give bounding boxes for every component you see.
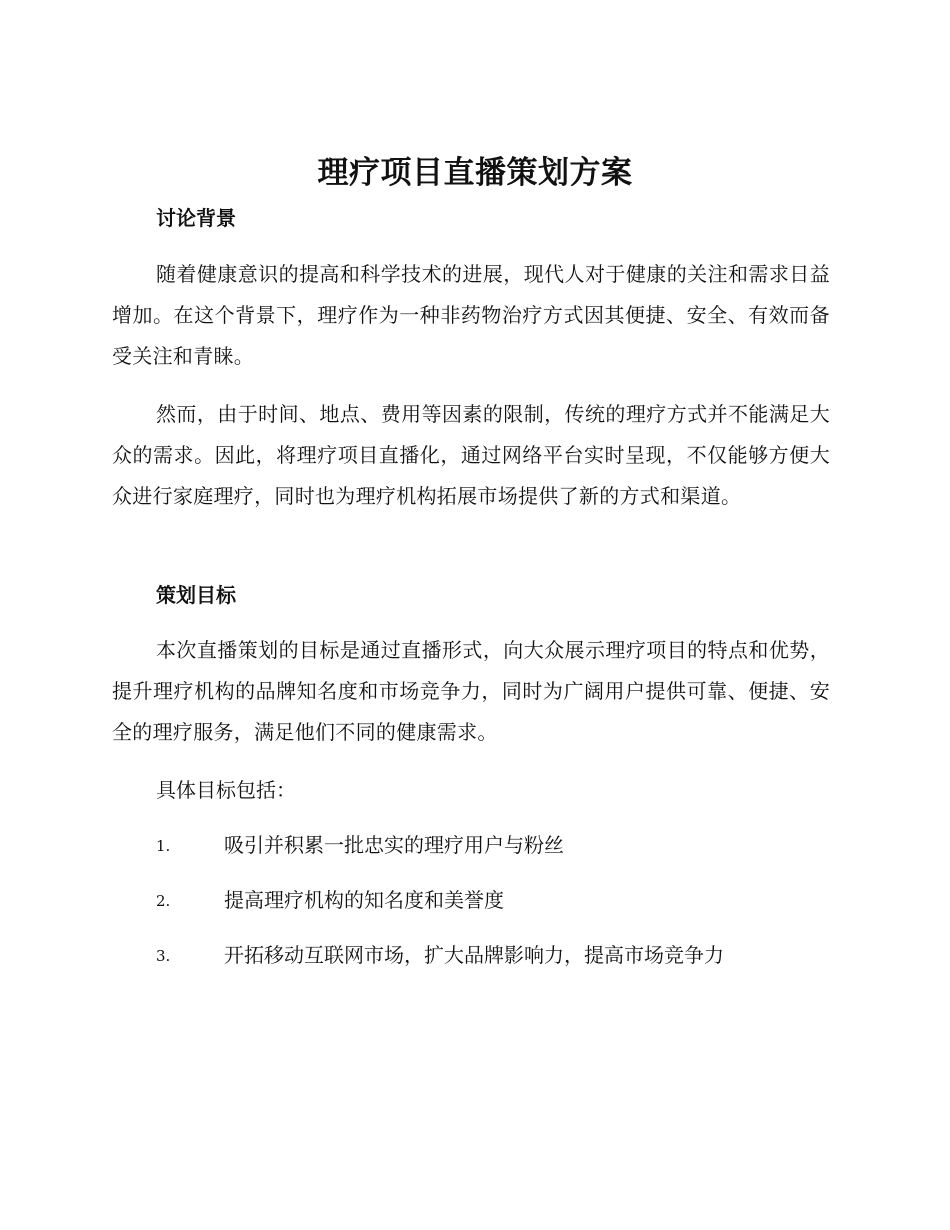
list-item-text: 提高理疗机构的知名度和美誉度 (224, 888, 504, 912)
document-title: 理疗项目直播策划方案 (317, 155, 633, 191)
list-item (156, 830, 856, 860)
paragraph-background-2: 然而，由于时间、地点、费用等因素的限制，传统的理疗方式并不能满足大众的需求。因此，将理疗项目直播化，通过网络平台实时呈现，不仅能够方便大众进行家庭理疗，同时也为理疗机构拓展市场提供了新的方式和渠道。 (112, 402, 830, 508)
section-heading-background: 讨论背景 (156, 206, 236, 230)
list-item-number: 3. (156, 947, 171, 965)
list-item-text: 开拓移动互联网市场，扩大品牌影响力，提高市场竞争力 (224, 943, 724, 967)
list-item-number: 2. (156, 892, 171, 910)
list-item-number: 1. (156, 837, 171, 855)
list-item (156, 885, 856, 915)
list-item-text: 吸引并积累一批忠实的理疗用户与粉丝 (224, 833, 564, 857)
paragraph-background-1: 随着健康意识的提高和科学技术的进展，现代人对于健康的关注和需求日益增加。在这个背景下，理疗作为一种非药物治疗方式因其便捷、安全、有效而备受关注和青睐。 (112, 262, 830, 368)
section-heading-goals: 策划目标 (156, 583, 236, 607)
paragraph-goals-1: 本次直播策划的目标是通过直播形式，向大众展示理疗项目的特点和优势，提升理疗机构的品牌知名度和市场竞争力，同时为广阔用户提供可靠、便捷、安全的理疗服务，满足他们不同的健康需求。 (112, 638, 830, 744)
list-intro: 具体目标包括： (156, 778, 296, 802)
list-item (156, 940, 856, 970)
